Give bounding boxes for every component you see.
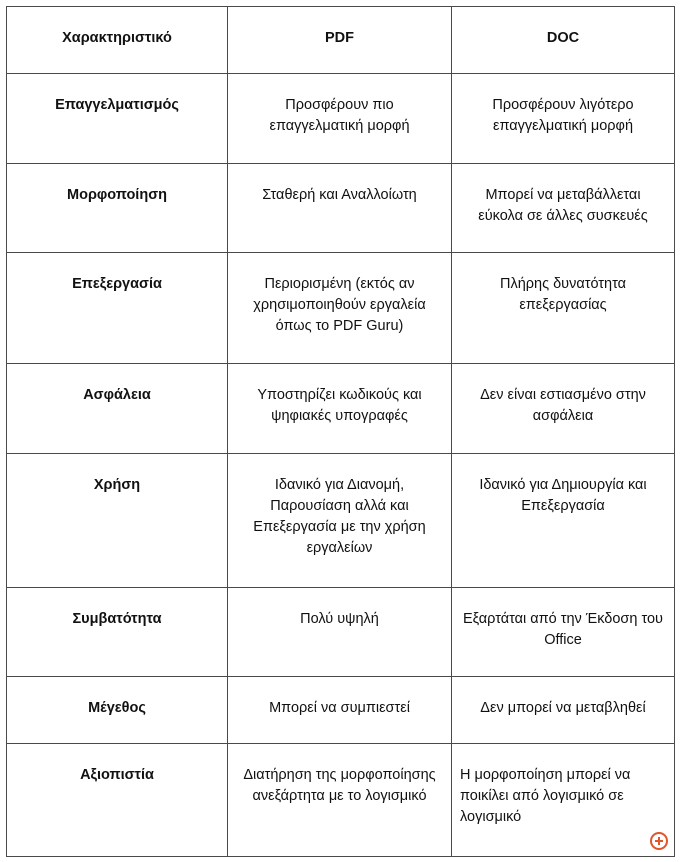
table-row: [7, 677, 675, 744]
feature-cell: Επαγγελματισμός: [7, 74, 228, 164]
header-pdf: PDF: [228, 7, 452, 74]
header-doc: DOC: [452, 7, 675, 74]
feature-cell: Επεξεργασία: [7, 253, 228, 364]
feature-cell: Μέγεθος: [7, 677, 228, 744]
pdf-cell: Πολύ υψηλή: [228, 588, 452, 677]
table-row: [7, 744, 675, 857]
pdf-cell: Διατήρηση της μορφοποίησης ανεξάρτητα με το λογισμικό: [228, 744, 452, 857]
feature-cell: Αξιοπιστία: [7, 744, 228, 857]
header-row: [7, 7, 675, 74]
table-row: [7, 253, 675, 364]
pdf-cell: Προσφέρουν πιο επαγγελματική μορφή: [228, 74, 452, 164]
doc-cell: Η μορφοποίηση μπορεί να ποικίλει από λογισμικό σε λογισμικό: [452, 744, 675, 857]
doc-cell: Δεν είναι εστιασμένο στην ασφάλεια: [452, 364, 675, 454]
pdf-cell: Υποστηρίζει κωδικούς και ψηφιακές υπογραφές: [228, 364, 452, 454]
table-row: [7, 588, 675, 677]
doc-cell: Προσφέρουν λιγότερο επαγγελματική μορφή: [452, 74, 675, 164]
zoom-in-icon[interactable]: [650, 832, 668, 850]
feature-cell: Χρήση: [7, 454, 228, 588]
header-feature: Χαρακτηριστικό: [7, 7, 228, 74]
table-row: [7, 74, 675, 164]
feature-cell: Συμβατότητα: [7, 588, 228, 677]
pdf-cell: Ιδανικό για Διανομή, Παρουσίαση αλλά και Επεξεργασία με την χρήση εργαλείων: [228, 454, 452, 588]
doc-cell: Ιδανικό για Δημιουργία και Επεξεργασία: [452, 454, 675, 588]
doc-cell: Πλήρης δυνατότητα επεξεργασίας: [452, 253, 675, 364]
table-row: [7, 364, 675, 454]
table-row: [7, 164, 675, 253]
pdf-cell: Σταθερή και Αναλλοίωτη: [228, 164, 452, 253]
pdf-cell: Μπορεί να συμπιεστεί: [228, 677, 452, 744]
doc-cell: Εξαρτάται από την Έκδοση του Office: [452, 588, 675, 677]
pdf-cell: Περιορισμένη (εκτός αν χρησιμοποιηθούν εργαλεία όπως το PDF Guru): [228, 253, 452, 364]
doc-cell: Δεν μπορεί να μεταβληθεί: [452, 677, 675, 744]
feature-cell: Ασφάλεια: [7, 364, 228, 454]
comparison-table: [6, 6, 675, 857]
feature-cell: Μορφοποίηση: [7, 164, 228, 253]
table-row: [7, 454, 675, 588]
doc-cell: Μπορεί να μεταβάλλεται εύκολα σε άλλες συσκευές: [452, 164, 675, 253]
